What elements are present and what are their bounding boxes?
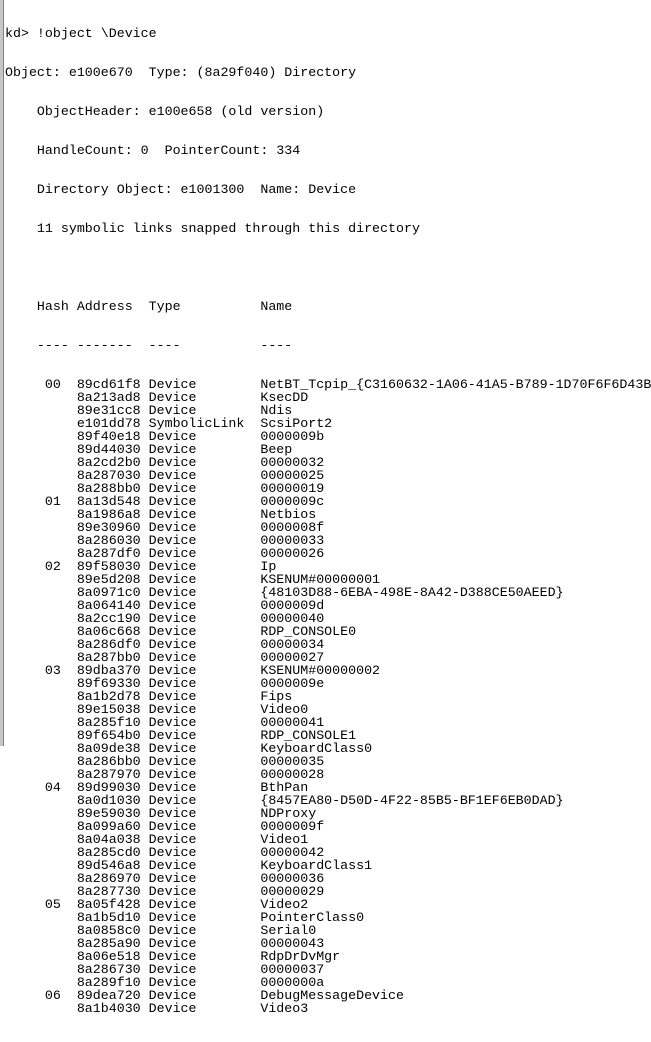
table-row: 8a287df0 Device 00000026 [5, 546, 325, 561]
table-row: 8a06c668 Device RDP_CONSOLE0 [5, 624, 357, 639]
object-summary-line: Object: e100e670 Type: (8a29f040) Directory [5, 65, 357, 80]
table-row: 8a2cc190 Device 00000040 [5, 611, 325, 626]
table-row: 8a09de38 Device KeyboardClass0 [5, 741, 373, 756]
table-row: 8a064140 Device 0000009d [5, 598, 325, 613]
table-row: 89d44030 Device Beep [5, 442, 293, 457]
table-row: 8a099a60 Device 0000009f [5, 819, 325, 834]
table-row: 00 89cd61f8 Device NetBT_Tcpip_{C3160632-1A06-41A5-B789-1D70F6F6D43B [5, 377, 651, 392]
blank-line [5, 261, 651, 274]
table-row: 89f40e18 Device 0000009b [5, 429, 325, 444]
table-row: 8a04a038 Device Video1 [5, 832, 309, 847]
table-row: 8a0d1030 Device {8457EA80-D50D-4F22-85B5-BF1EF6EB0DAD} [5, 793, 564, 808]
table-row: 02 89f58030 Device Ip [5, 559, 277, 574]
terminal-output-area[interactable] [4, 0, 651, 1016]
table-row: 89f69330 Device 0000009e [5, 676, 325, 691]
object-table-rows [5, 378, 651, 1015]
table-row: 8a286970 Device 00000036 [5, 871, 325, 886]
table-header-underline: ---- ------- ---- ---- [5, 338, 293, 353]
table-row: 89d546a8 Device KeyboardClass1 [5, 858, 373, 873]
table-row: 8a286df0 Device 00000034 [5, 637, 325, 652]
table-row: 8a1986a8 Device Netbios [5, 507, 317, 522]
table-row: 04 89d99030 Device BthPan [5, 780, 309, 795]
object-header-line: ObjectHeader: e100e658 (old version) [5, 104, 325, 119]
table-row: 89e31cc8 Device Ndis [5, 403, 293, 418]
table-row: 89e5d208 Device KSENUM#00000001 [5, 572, 381, 587]
table-row: 8a2cd2b0 Device 00000032 [5, 455, 325, 470]
table-row: 8a0971c0 Device {48103D88-6EBA-498E-8A42-D388CE50AEED} [5, 585, 564, 600]
table-row: 8a287730 Device 00000029 [5, 884, 325, 899]
table-row: 8a213ad8 Device KsecDD [5, 390, 309, 405]
table-row: 8a285f10 Device 00000041 [5, 715, 325, 730]
table-row: 8a286bb0 Device 00000035 [5, 754, 325, 769]
handle-count-line: HandleCount: 0 PointerCount: 334 [5, 143, 301, 158]
table-row: 8a286730 Device 00000037 [5, 962, 325, 977]
table-row: 8a287970 Device 00000028 [5, 767, 325, 782]
table-row: 89e15038 Device Video0 [5, 702, 309, 717]
symbolic-links-line: 11 symbolic links snapped through this directory [5, 221, 420, 236]
command-text: !object \Device [36, 26, 157, 41]
table-row: 8a289f10 Device 0000000a [5, 975, 325, 990]
table-row: 8a287bb0 Device 00000027 [5, 650, 325, 665]
table-row: 8a06e518 Device RdpDrDvMgr [5, 949, 341, 964]
table-row: 8a285a90 Device 00000043 [5, 936, 325, 951]
table-row: e101dd78 SymbolicLink ScsiPort2 [5, 416, 333, 431]
table-row: 8a0858c0 Device Serial0 [5, 923, 317, 938]
table-row: 06 89dea720 Device DebugMessageDevice [5, 988, 404, 1003]
table-row: 8a1b4030 Device Video3 [5, 1001, 309, 1016]
table-row: 05 8a05f428 Device Video2 [5, 897, 309, 912]
table-row: 8a1b2d78 Device Fips [5, 689, 293, 704]
table-row: 8a1b5d10 Device PointerClass0 [5, 910, 365, 925]
directory-object-line: Directory Object: e1001300 Name: Device [5, 182, 357, 197]
command-line [5, 27, 651, 40]
table-row: 89e30960 Device 0000008f [5, 520, 325, 535]
table-row: 89e59030 Device NDProxy [5, 806, 317, 821]
table-row: 8a287030 Device 00000025 [5, 468, 325, 483]
table-row: 01 8a13d548 Device 0000009c [5, 494, 325, 509]
table-row: 8a285cd0 Device 00000042 [5, 845, 325, 860]
table-row: 89f654b0 Device RDP_CONSOLE1 [5, 728, 357, 743]
table-header-row: Hash Address Type Name [5, 299, 293, 314]
kd-prompt: kd> [5, 26, 37, 41]
table-row: 8a288bb0 Device 00000019 [5, 481, 325, 496]
table-row: 8a286030 Device 00000033 [5, 533, 325, 548]
table-row: 03 89dba370 Device KSENUM#00000002 [5, 663, 381, 678]
